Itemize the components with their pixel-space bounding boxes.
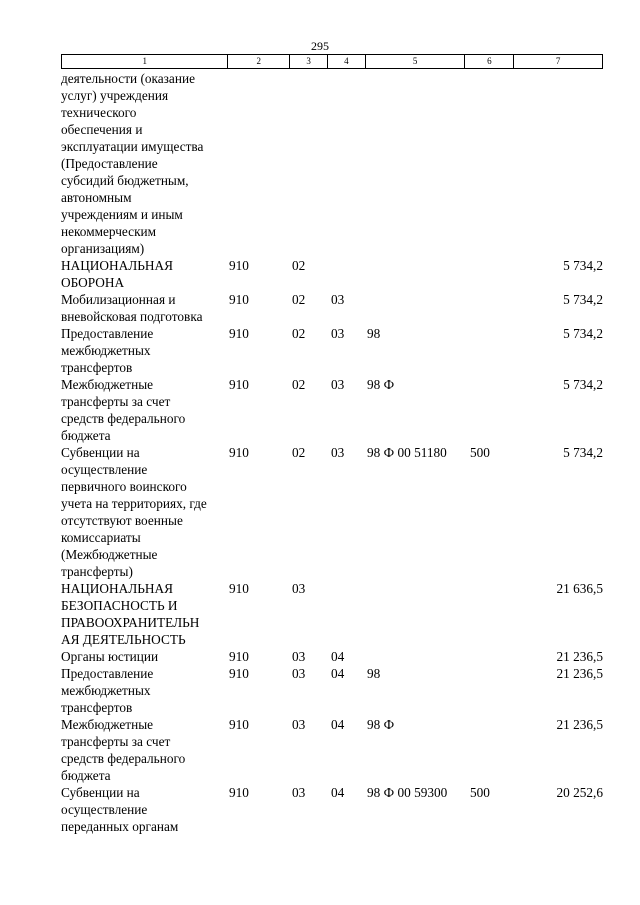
table-row [61,665,606,716]
table-row [61,716,606,784]
cell-c7: 5 734,2 [563,445,603,460]
cell-c3: 02 [292,377,306,392]
cell-c2: 910 [229,377,249,392]
table-row [61,648,606,665]
table-body [61,70,606,835]
table-row [61,325,606,376]
row-name-cell: Органы юстиции [61,649,159,664]
cell-c6: 500 [470,445,490,460]
cell-c2: 910 [229,326,249,341]
table-row [61,70,606,257]
cell-c4: 03 [331,377,345,392]
cell-c5: 98 Ф [367,717,395,732]
cell-c4: 03 [331,445,345,460]
column-header-6: 6 [465,55,514,68]
table-row [61,291,606,325]
cell-c7: 21 236,5 [556,717,603,732]
cell-c4: 03 [331,326,345,341]
cell-c3: 02 [292,258,306,273]
cell-c2: 910 [229,258,249,273]
cell-c3: 03 [292,666,306,681]
cell-c2: 910 [229,581,249,596]
column-header-1: 1 [62,55,228,68]
cell-c4: 04 [331,649,345,664]
cell-c7: 21 236,5 [556,666,603,681]
cell-c7: 21 236,5 [556,649,603,664]
table-header-row [61,54,603,69]
cell-c2: 910 [229,292,249,307]
cell-c3: 03 [292,581,306,596]
cell-c2: 910 [229,785,249,800]
cell-c5: 98 Ф 00 59300 [367,785,448,800]
cell-c3: 02 [292,292,306,307]
cell-c5: 98 Ф 00 51180 [367,445,447,460]
table-row [61,376,606,444]
cell-c3: 03 [292,649,306,664]
cell-c3: 03 [292,717,306,732]
cell-c4: 04 [331,785,345,800]
row-name-cell: Субвенции на осуществление переданных органам [61,785,179,834]
row-name-cell: деятельности (оказание услуг) учреждения технического обеспечения и эксплуатации имущества (Предоставление субсидий бюджетным, автономным учреждениям и иным некоммерческим организациям) [61,71,204,256]
cell-c7: 5 734,2 [563,377,603,392]
cell-c2: 910 [229,445,249,460]
cell-c7: 5 734,2 [563,258,603,273]
cell-c5: 98 [367,666,381,681]
table-row [61,257,606,291]
cell-c2: 910 [229,666,249,681]
row-name-cell: Межбюджетные трансферты за счет средств федерального бюджета [61,377,186,443]
cell-c2: 910 [229,717,249,732]
page-number: 295 [311,39,329,53]
table-row [61,580,606,648]
cell-c7: 5 734,2 [563,326,603,341]
column-header-2: 2 [228,55,290,68]
table-row [61,444,606,580]
cell-c3: 02 [292,445,306,460]
row-name-cell: Межбюджетные трансферты за счет средств федерального бюджета [61,717,186,783]
column-header-7: 7 [555,56,561,66]
column-header-4: 4 [328,55,366,68]
cell-c4: 04 [331,717,345,732]
row-name-cell: Предоставление межбюджетных трансфертов [61,666,154,715]
cell-c5: 98 Ф [367,377,395,392]
cell-c6: 500 [470,785,490,800]
cell-c7: 20 252,6 [556,785,603,800]
cell-c7: 21 636,5 [556,581,603,596]
column-header-3: 3 [290,55,328,68]
table-row [61,784,606,835]
cell-c2: 910 [229,649,249,664]
column-header-5: 5 [366,55,466,68]
cell-c4: 03 [331,292,345,307]
row-name-cell: Мобилизационная и вневойсковая подготовка [61,292,203,324]
cell-c3: 03 [292,785,306,800]
cell-c3: 02 [292,326,306,341]
row-name-cell: Предоставление межбюджетных трансфертов [61,326,154,375]
cell-c4: 04 [331,666,345,681]
row-name-cell: Субвенции на осуществление первичного воинского учета на территориях, где отсутствуют военные комиссариаты (Межбюджетные трансферты) [61,445,207,579]
cell-c7: 5 734,2 [563,292,603,307]
row-name-cell: НАЦИОНАЛЬНАЯ БЕЗОПАСНОСТЬ И ПРАВООХРАНИТЕЛЬН АЯ ДЕЯТЕЛЬНОСТЬ [61,581,200,647]
cell-c5: 98 [367,326,381,341]
row-name-cell: НАЦИОНАЛЬНАЯ ОБОРОНА [61,258,173,290]
